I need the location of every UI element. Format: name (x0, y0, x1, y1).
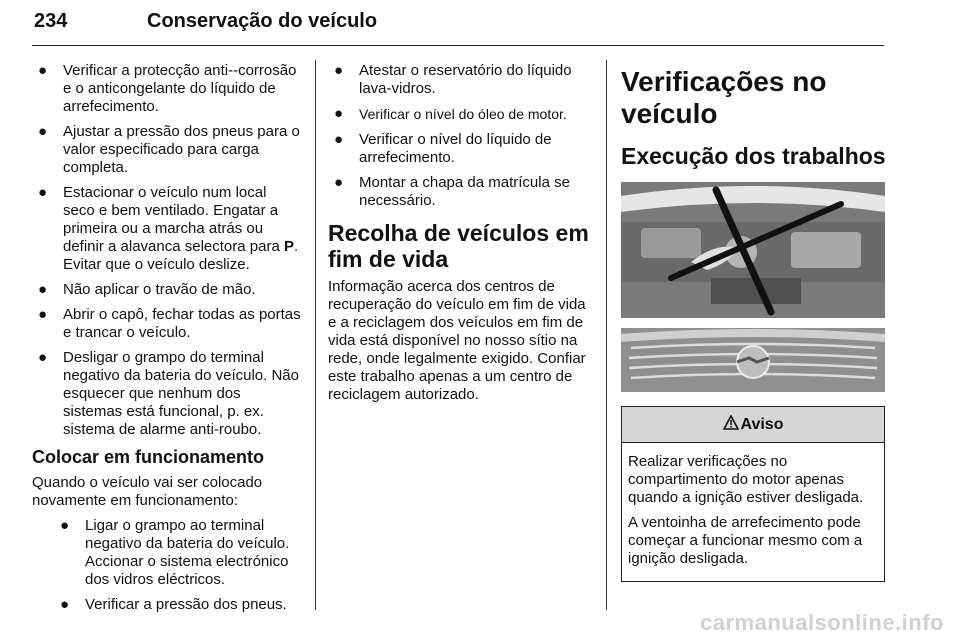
list-item: ● Desligar o grampo do terminal negativo da bateria do veículo. Não esquecer que nenhum dos sistemas está funcional, p. ex. sistema de alarme anti-roubo. (38, 349, 299, 438)
grille-image (621, 328, 885, 392)
warning-triangle-icon (723, 415, 739, 435)
section-intro: Quando o veículo vai ser colocado novamente em funcionamento: (32, 474, 263, 509)
front-grille-illustration (621, 328, 885, 392)
warning-paragraph: A ventoinha de arrefecimento pode começar a funcionar mesmo com a ignição desligada. (628, 514, 863, 567)
section-heading: Colocar em funcionamento (32, 447, 265, 467)
list-item: ● Estacionar o veículo num local seco e bem ventilado. Engatar a primeira ou a marcha atrás ou definir a alavanca selectora para P. Evitar que o veículo deslize. (38, 184, 299, 273)
column-left (32, 62, 302, 621)
page-number: 234 (34, 10, 68, 32)
warning-box (621, 406, 885, 582)
recommission-checklist (32, 517, 302, 614)
list-item: ● Ajustar a pressão dos pneus para o valor especificado para carga completa. (38, 123, 300, 176)
watermark: carmanualsonline.info (700, 610, 944, 635)
column-divider (315, 60, 316, 610)
warning-paragraph: Realizar verificações no compartimento do motor apenas quando a ignição estiver desligada. (628, 453, 864, 506)
warning-title (622, 407, 884, 443)
column-divider (606, 60, 607, 610)
warning-label: Aviso (740, 415, 784, 433)
list-item: ● Abrir o capô, fechar todas as portas e trancar o veículo. (38, 306, 301, 341)
list-item: ● Não aplicar o travão de mão. (38, 281, 256, 298)
recycling-paragraph: Informação acerca dos centros de recuperação do veículo em fim de vida e a reciclagem dos veículos em fim de vida está disponível no nosso sítio na rede, onde legalmente exigido. Confiar este trabalho apenas a um centro de reciclagem autorizado. (328, 278, 586, 403)
list-item: ● Verificar a pressão dos pneus. (60, 596, 287, 613)
list-item: ● Verificar o nível do óleo de motor. (334, 105, 567, 122)
column-middle (328, 62, 590, 411)
warning-body (622, 443, 884, 581)
section-heading: Execução dos trabalhos (621, 143, 886, 169)
list-item: ● Atestar o reservatório do líquido lava-vidros. (334, 62, 572, 97)
page-header (32, 6, 884, 46)
list-item: ● Verificar o nível do líquido de arrefecimento. (334, 131, 552, 166)
gear-position-p: P (283, 238, 294, 255)
list-item: ● Montar a chapa da matrícula se necessário. (334, 174, 570, 209)
engine-bay-image (621, 182, 885, 318)
recommission-checklist-continued (328, 62, 590, 210)
section-heading: Recolha de veículos em fim de vida (328, 220, 589, 272)
list-item: ● Ligar o grampo ao terminal negativo da bateria do veículo. Accionar o sistema electrónico dos vidros eléctricos. (60, 517, 290, 588)
chapter-heading: Verificações no veículo (621, 66, 827, 129)
page-title: Conservação do veículo (147, 10, 378, 32)
storage-checklist (32, 62, 302, 439)
list-item: ● Verificar a protecção anti--corrosão e o anticongelante do líquido de arrefecimento. (38, 62, 297, 115)
column-right (621, 64, 889, 582)
engine-bay-illustration (621, 182, 885, 318)
